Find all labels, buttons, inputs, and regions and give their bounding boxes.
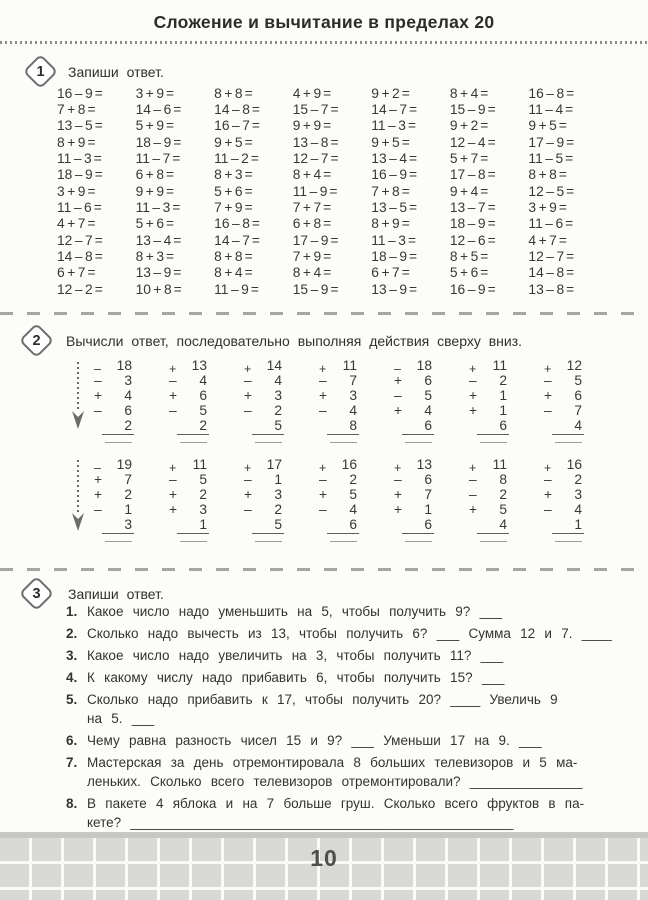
problem: 18 – 9 =	[57, 167, 103, 183]
problem: 13 – 5 =	[57, 118, 103, 134]
answer-blank	[405, 541, 432, 542]
problem: 11 – 4 =	[528, 102, 574, 118]
word-problem-number: 2.	[66, 626, 78, 641]
problem: 3 + 9 =	[528, 200, 567, 216]
sec2-row-2	[94, 457, 588, 542]
problem: 9 + 5 =	[214, 134, 253, 150]
problem: 7 + 9 =	[214, 200, 253, 216]
problem: 8 + 8 =	[214, 85, 253, 101]
problem: 12 – 5 =	[528, 183, 575, 199]
vertical-problem: + 11 – 7 + 3 – 4 8	[319, 358, 363, 443]
problem: 14 – 8 =	[214, 102, 260, 118]
word-problem-number: 5.	[66, 692, 78, 707]
problem: 15 – 7 =	[292, 102, 339, 118]
problem: 9 + 9 =	[135, 183, 175, 199]
problem: 17 – 9 =	[528, 134, 575, 150]
word-problem-number: 6.	[66, 733, 78, 748]
vertical-problem: + 14 – 4 + 3 – 2 5	[244, 358, 288, 443]
word-problem-line: Мастерская за день отремонтировала 8 больших телевизоров и 5 ма-	[87, 755, 578, 770]
problem: 8 + 4 =	[214, 265, 253, 281]
problem: 11 – 6 =	[57, 200, 102, 216]
problem: 5 + 9 =	[135, 118, 175, 134]
section-divider	[0, 312, 648, 315]
problem: 12 – 6 =	[449, 232, 496, 248]
vertical-problem: – 18 – 3 + 4 – 6 2	[94, 358, 138, 443]
problem: 7 + 8 =	[57, 102, 96, 118]
problem: 5 + 7 =	[449, 151, 489, 167]
section-badge-3: 3	[23, 580, 50, 607]
problem: 6 + 8 =	[292, 216, 332, 232]
answer-blank	[480, 541, 507, 542]
problem: 8 + 8 =	[214, 249, 253, 265]
sum-bar	[327, 533, 359, 534]
problem: 6 + 7 =	[57, 265, 96, 281]
problem: 5 + 6 =	[135, 216, 175, 232]
sum-bar	[177, 434, 209, 435]
problem: 13 – 5 =	[371, 200, 418, 216]
problem: 11 – 5 =	[528, 151, 574, 167]
problem: 16 – 7 =	[214, 118, 260, 134]
answer-blank	[105, 442, 132, 443]
problem: 11 – 6 =	[528, 216, 574, 232]
sec1-grid	[57, 85, 607, 297]
problem: 12 – 7 =	[528, 249, 575, 265]
problem: 9 + 2 =	[371, 85, 410, 101]
problem: 14 – 6 =	[135, 102, 182, 118]
sum-bar	[477, 533, 509, 534]
problem: 7 + 8 =	[371, 183, 410, 199]
sum-bar	[102, 434, 134, 435]
problem: 15 – 9 =	[449, 102, 496, 118]
word-problem-number: 3.	[66, 648, 78, 663]
problem: 3 + 9 =	[135, 85, 175, 101]
down-arrow-icon	[69, 360, 87, 435]
sum-bar	[102, 533, 134, 534]
problem: 12 – 7 =	[292, 151, 339, 167]
problem: 8 + 4 =	[292, 265, 332, 281]
problem: 17 – 9 =	[292, 232, 339, 248]
word-problem-line: В пакете 4 яблока и на 7 больше груш. Сколько всего фруктов в па-	[87, 796, 585, 811]
word-problem	[66, 731, 614, 750]
title-divider	[0, 41, 648, 44]
vertical-problem: – 19 + 7 + 2 – 1 3	[94, 457, 138, 542]
answer-blank	[555, 442, 582, 443]
problem: 6 + 7 =	[371, 265, 410, 281]
problem: 9 + 9 =	[292, 118, 332, 134]
problem: 9 + 5 =	[528, 118, 567, 134]
problem: 11 – 9 =	[292, 183, 338, 199]
word-problem	[66, 646, 614, 665]
problem: 18 – 9 =	[135, 134, 182, 150]
word-problem-line: Какое число надо уменьшить на 5, чтобы получить 9? ___	[87, 604, 503, 619]
problem: 8 + 3 =	[214, 167, 253, 183]
sec3-items	[66, 602, 614, 835]
answer-blank	[480, 442, 507, 443]
vertical-problem: – 18 + 6 – 5 + 4 6	[394, 358, 438, 443]
problem: 18 – 9 =	[371, 249, 418, 265]
vertical-problem: + 11 – 2 + 1 + 1 6	[469, 358, 513, 443]
section-badge-1: 1	[27, 58, 54, 85]
section-badge-2: 2	[23, 327, 50, 354]
problem: 7 + 7 =	[292, 200, 332, 216]
problem: 14 – 7 =	[371, 102, 418, 118]
word-problem	[66, 794, 614, 832]
problem: 17 – 8 =	[449, 167, 496, 183]
problem: 13 – 7 =	[449, 200, 496, 216]
word-problem-line: Сколько надо прибавить к 17, чтобы получить 20? ____ Увеличь 9	[87, 692, 558, 707]
problem: 7 + 9 =	[292, 249, 332, 265]
word-problem-line: кете? ___________________________________________________	[87, 815, 514, 830]
word-problem	[66, 753, 614, 791]
sum-bar	[552, 533, 584, 534]
problem: 9 + 4 =	[449, 183, 489, 199]
problem: 5 + 6 =	[449, 265, 489, 281]
answer-blank	[405, 442, 432, 443]
problem: 10 + 8 =	[135, 281, 182, 297]
problem: 13 – 9 =	[135, 265, 182, 281]
problem: 13 – 8 =	[528, 281, 575, 297]
problem: 11 – 3 =	[371, 232, 417, 248]
vertical-problem: + 12 – 5 + 6 – 7 4	[544, 358, 588, 443]
section-3-instruction: Запиши ответ.	[68, 586, 164, 602]
problem: 8 + 9 =	[371, 216, 410, 232]
problem: 12 – 2 =	[57, 281, 103, 297]
answer-blank	[330, 442, 357, 443]
sum-bar	[552, 434, 584, 435]
word-problem	[66, 668, 614, 687]
problem: 4 + 9 =	[292, 85, 332, 101]
problem: 16 – 8 =	[528, 85, 575, 101]
word-problem-line: К какому числу надо прибавить 6, чтобы получить 15? ___	[87, 670, 505, 685]
sum-bar	[177, 533, 209, 534]
problem: 8 + 4 =	[292, 167, 332, 183]
problem: 8 + 9 =	[57, 134, 96, 150]
problem: 16 – 8 =	[214, 216, 260, 232]
section-1-instruction: Запиши ответ.	[68, 64, 164, 80]
problem: 11 – 2 =	[214, 151, 259, 167]
problem: 12 – 7 =	[57, 232, 103, 248]
sec2-row-1	[94, 358, 588, 443]
vertical-problem: + 11 – 5 + 2 + 3 1	[169, 457, 213, 542]
answer-blank	[330, 541, 357, 542]
problem: 16 – 9 =	[449, 281, 496, 297]
problem: 12 – 4 =	[449, 134, 496, 150]
problem: 11 – 3 =	[57, 151, 102, 167]
word-problem-line: на 5. ___	[87, 711, 155, 726]
page-title: Сложение и вычитание в пределах 20	[153, 12, 495, 32]
word-problem-line: леньких. Сколько всего телевизоров отремонтировали? _______________	[87, 774, 583, 789]
problem: 15 – 9 =	[292, 281, 339, 297]
problem: 3 + 9 =	[57, 183, 96, 199]
problem: 9 + 2 =	[449, 118, 489, 134]
problem: 13 – 9 =	[371, 281, 418, 297]
word-problem-number: 7.	[66, 755, 78, 770]
problem: 14 – 8 =	[528, 265, 575, 281]
vertical-problem: + 13 – 6 + 7 + 1 6	[394, 457, 438, 542]
vertical-problem: + 13 – 4 + 6 – 5 2	[169, 358, 213, 443]
problem: 13 – 8 =	[292, 134, 339, 150]
problem: 18 – 9 =	[449, 216, 496, 232]
section-divider	[0, 568, 648, 571]
word-problem-number: 8.	[66, 796, 78, 811]
problem: 13 – 4 =	[371, 151, 418, 167]
vertical-problem: + 17 – 1 + 3 – 2 5	[244, 457, 288, 542]
vertical-problem: + 16 – 2 + 5 – 4 6	[319, 457, 363, 542]
sum-bar	[477, 434, 509, 435]
word-problem	[66, 602, 614, 621]
sum-bar	[327, 434, 359, 435]
page-number: 10	[310, 845, 338, 871]
problem: 6 + 8 =	[135, 167, 175, 183]
footer-band	[0, 832, 648, 900]
problem: 8 + 5 =	[449, 249, 489, 265]
answer-blank	[105, 541, 132, 542]
problem: 13 – 4 =	[135, 232, 182, 248]
problem: 8 + 4 =	[449, 85, 489, 101]
problem: 4 + 7 =	[528, 232, 567, 248]
problem: 16 – 9 =	[371, 167, 418, 183]
section-2-instruction: Вычисли ответ, последовательно выполняя действия сверху вниз.	[66, 333, 523, 349]
sum-bar	[252, 434, 284, 435]
answer-blank	[180, 541, 207, 542]
word-problem-line: Чему равна разность чисел 15 и 9? ___ Уменьши 17 на 9. ___	[87, 733, 542, 748]
vertical-problem: + 16 – 2 + 3 – 4 1	[544, 457, 588, 542]
answer-blank	[255, 541, 282, 542]
word-problem	[66, 690, 614, 728]
word-problem-number: 1.	[66, 604, 78, 619]
sum-bar	[252, 533, 284, 534]
problem: 11 – 3 =	[135, 200, 181, 216]
answer-blank	[555, 541, 582, 542]
problem: 14 – 8 =	[57, 249, 103, 265]
problem: 4 + 7 =	[57, 216, 96, 232]
problem: 11 – 3 =	[371, 118, 417, 134]
answer-blank	[180, 442, 207, 443]
sum-bar	[402, 434, 434, 435]
problem: 5 + 6 =	[214, 183, 253, 199]
problem: 9 + 5 =	[371, 134, 410, 150]
problem: 8 + 8 =	[528, 167, 567, 183]
vertical-problem: + 11 – 8 – 2 + 5 4	[469, 457, 513, 542]
sum-bar	[402, 533, 434, 534]
word-problem	[66, 624, 614, 643]
word-problem-line: Сколько надо вычесть из 13, чтобы получить 6? ___ Сумма 12 и 7. ____	[87, 626, 612, 641]
problem: 11 – 7 =	[135, 151, 181, 167]
word-problem-number: 4.	[66, 670, 78, 685]
down-arrow-icon	[69, 458, 87, 537]
problem: 11 – 9 =	[214, 281, 259, 297]
problem: 8 + 3 =	[135, 249, 175, 265]
word-problem-line: Какое число надо увеличить на 3, чтобы получить 11? ___	[87, 648, 504, 663]
problem: 14 – 7 =	[214, 232, 260, 248]
problem: 16 – 9 =	[57, 85, 103, 101]
answer-blank	[255, 442, 282, 443]
